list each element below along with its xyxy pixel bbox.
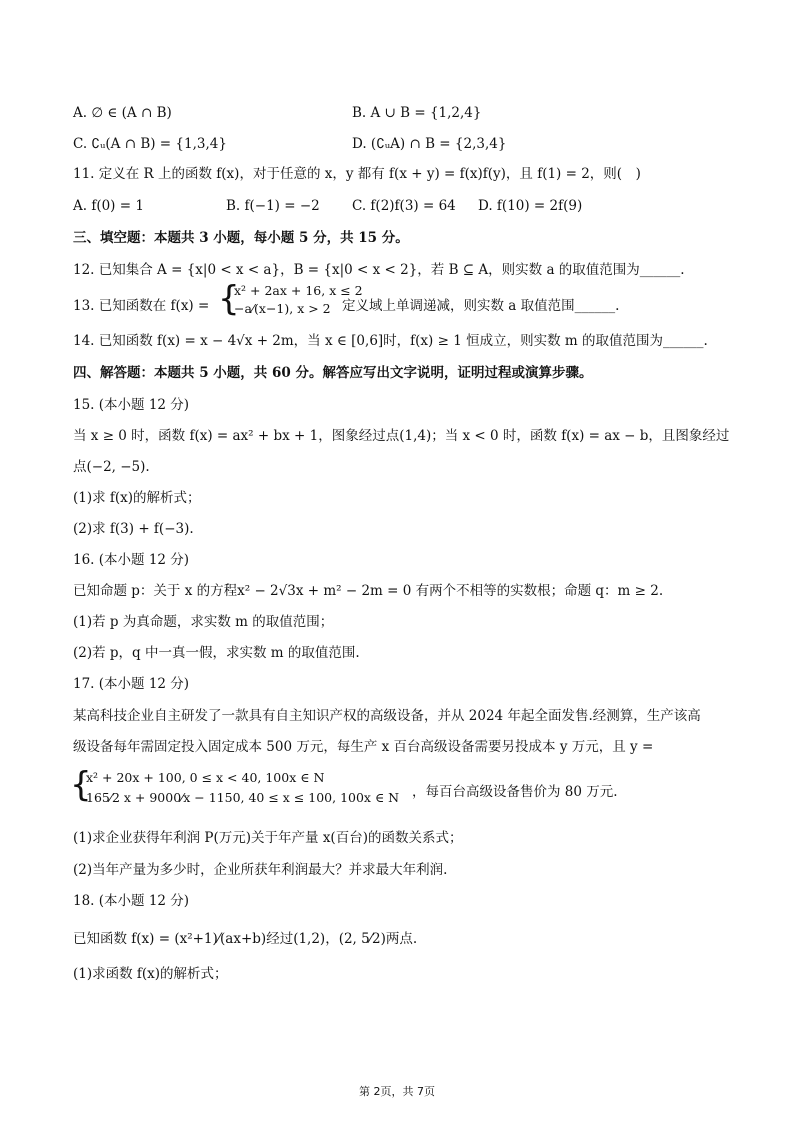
section-3-title: 三、填空题：本题共 3 小题，每小题 5 分，共 15 分。 [73,230,409,246]
q15-line-1: 当 x ≥ 0 时，函数 f(x) = ax² + bx + 1，图象经过点(1,4)；当 x < 0 时，函数 f(x) = ax − b，且图象经过 [73,428,730,444]
q17-line-2: 级设备每年需固定投入固定成本 500 万元，每生产 x 百台高级设备需要另投成本 y 万元，且 y = [73,739,654,755]
q18-part-1: (1)求函数 f(x)的解析式； [73,966,228,982]
q14-text: 14. 已知函数 f(x) = x − 4√x + 2m，当 x ∈ [0,6]时，f(x) ≥ 1 恒成立，则实数 m 的取值范围为______. [73,333,708,349]
q17-piece-2: 165⁄2 x + 9000⁄x − 1150, 40 ≤ x ≤ 100, 100x ∈ N [86,790,400,805]
q10-option-c: C. ∁ᵤ(A ∩ B) = {1,3,4} [73,136,227,152]
q16-header: 16. (本小题 12 分) [73,552,190,568]
q13-piece-1: x² + 2ax + 16, x ≤ 2 [234,283,363,298]
page-footer: 第 2页，共 7页 [359,1085,435,1098]
section-4-title: 四、解答题：本题共 5 小题，共 60 分。解答应写出文字说明，证明过程或演算步骤。 [73,365,593,381]
q13-suffix: 定义域上单调递减，则实数 a 取值范围______. [342,298,620,314]
q10-option-b: B. A ∪ B = {1,2,4} [352,105,482,121]
q18-line-1: 已知函数 f(x) = (x²+1)⁄(ax+b)经过(1,2)，(2, 5⁄2)两点. [73,931,418,947]
q17-header: 17. (本小题 12 分) [73,676,190,692]
q11-stem: 11. 定义在 R 上的函数 f(x)，对于任意的 x，y 都有 f(x + y) = f(x)f(y)，且 f(1) = 2，则( ) [73,166,641,182]
q11-option-b: B. f(−1) = −2 [226,198,320,214]
q11-option-d: D. f(10) = 2f(9) [478,198,583,214]
q10-option-a: A. ∅ ∈ (A ∩ B) [73,105,172,121]
q13-prefix: 13. 已知函数在 f(x) = [73,298,210,314]
q10-option-d: D. (∁ᵤA) ∩ B = {2,3,4} [352,136,507,152]
q11-option-c: C. f(2)f(3) = 64 [352,198,456,214]
q15-line-2: 点(−2, −5). [73,459,150,475]
q17-brace: { [70,765,92,805]
q11-option-a: A. f(0) = 1 [73,198,144,214]
q13-brace: { [218,279,240,319]
q15-header: 15. (本小题 12 分) [73,397,190,413]
q16-part-1: (1)若 p 为真命题，求实数 m 的取值范围； [73,614,334,630]
q17-piece-1: x² + 20x + 100, 0 ≤ x < 40, 100x ∈ N [86,770,325,785]
q15-part-2: (2)求 f(3) + f(−3). [73,521,194,537]
q17-suffix: ，每百台高级设备售价为 80 万元. [412,784,618,800]
q17-part-2: (2)当年产量为多少时，企业所获年利润最大？并求最大年利润. [73,862,448,878]
q15-part-1: (1)求 f(x)的解析式； [73,490,201,506]
q16-part-2: (2)若 p，q 中一真一假，求实数 m 的取值范围. [73,645,360,661]
q17-line-1: 某高科技企业自主研发了一款具有自主知识产权的高级设备，并从 2024 年起全面发售.经测算，生产该高 [73,708,701,724]
q18-header: 18. (本小题 12 分) [73,893,190,909]
q16-line-1: 已知命题 p：关于 x 的方程x² − 2√3x + m² − 2m = 0 有两个不相等的实数根；命题 q：m ≥ 2. [73,583,664,599]
q17-part-1: (1)求企业获得年利润 P(万元)关于年产量 x(百台)的函数关系式； [73,830,463,846]
q13-piece-2: −a⁄(x−1), x > 2 [234,301,331,316]
q12-text: 12. 已知集合 A = {x|0 < x < a}，B = {x|0 < x < 2}，若 B ⊆ A，则实数 a 的取值范围为______. [73,262,685,278]
